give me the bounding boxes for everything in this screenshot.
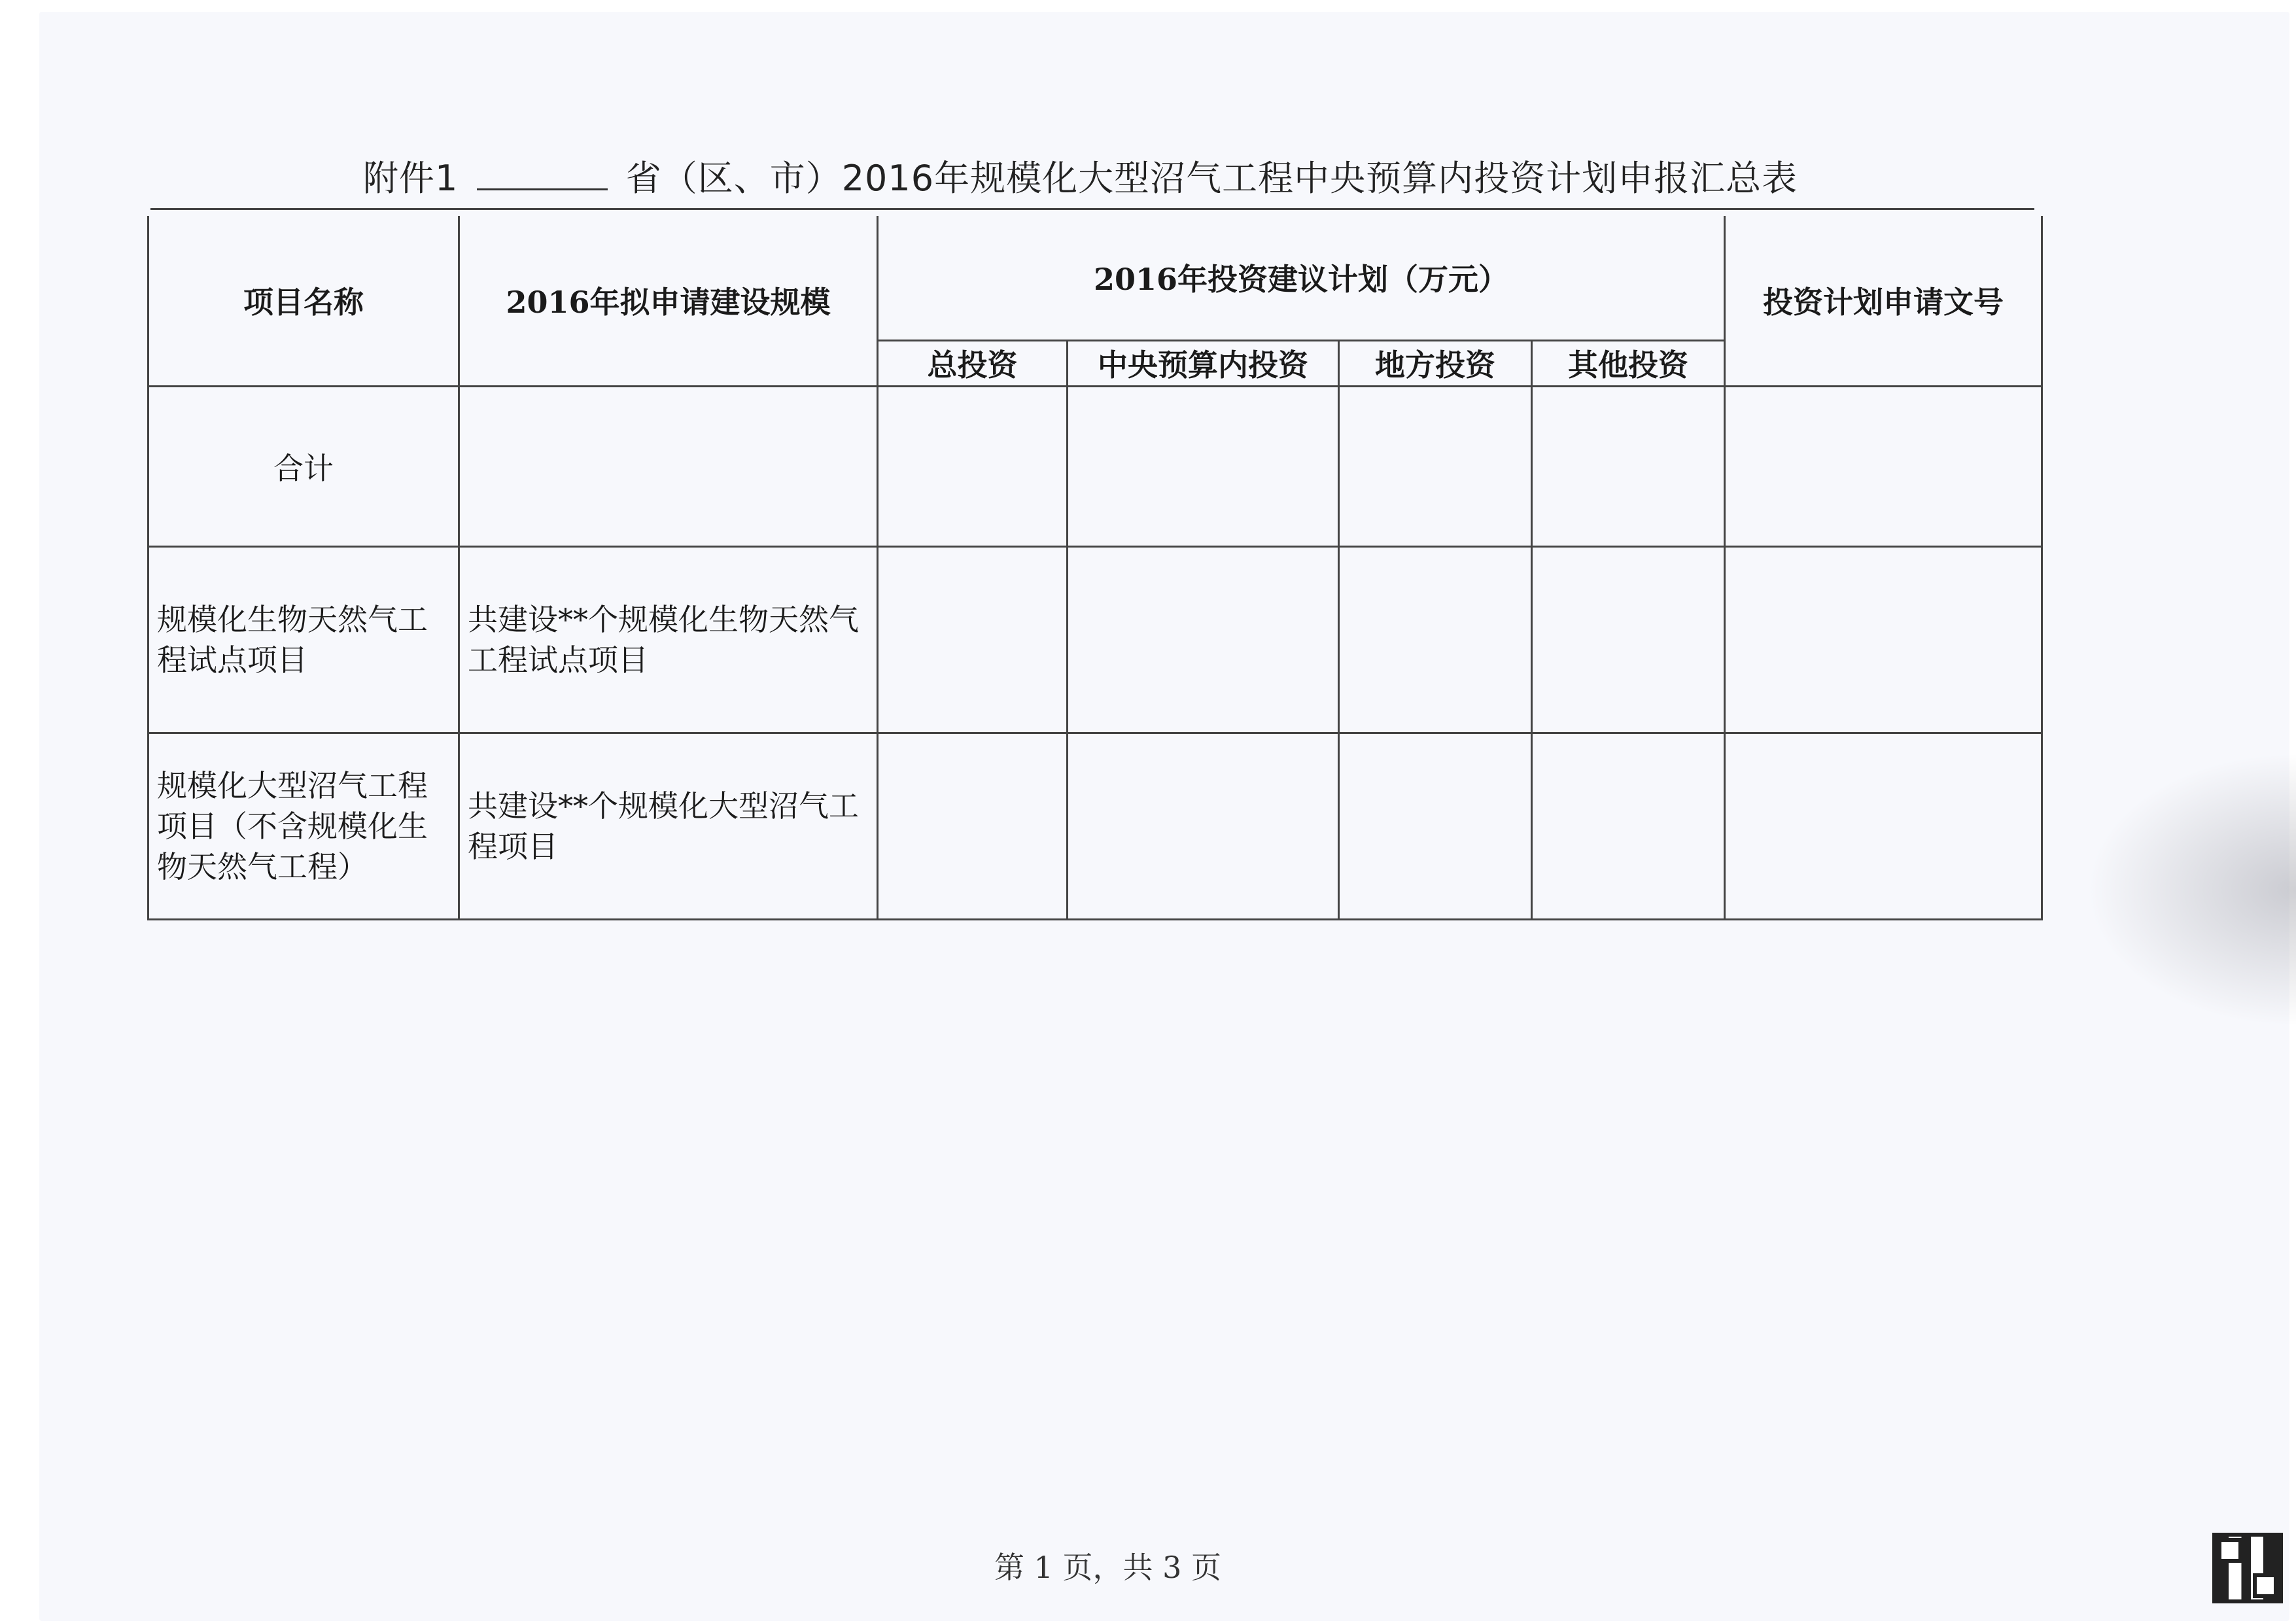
qr-code-icon xyxy=(2212,1533,2283,1603)
cell-total-investment xyxy=(878,546,1068,733)
cell-doc-number xyxy=(1725,386,2042,546)
summary-table xyxy=(147,216,2043,920)
cell-total-investment xyxy=(878,733,1068,919)
header-other-investment: 其他投资 xyxy=(1532,340,1725,386)
cell-other-investment xyxy=(1532,546,1725,733)
document-title xyxy=(363,150,1798,201)
cell-local-investment xyxy=(1339,386,1532,546)
row-scale-large-biogas: 共建设**个规模化大型沼气工程项目 xyxy=(459,733,878,919)
cell-other-investment xyxy=(1532,733,1725,919)
header-scale: 2016年拟申请建设规模 xyxy=(459,216,878,386)
province-blank-field xyxy=(477,162,608,190)
row-scale-biogas-pilot: 共建设**个规模化生物天然气工程试点项目 xyxy=(459,546,878,733)
page-number: 第 1 页，共 3 页 xyxy=(994,1550,1222,1585)
title-rule xyxy=(150,208,2034,210)
row-name-large-biogas: 规模化大型沼气工程项目（不含规模化生物天然气工程） xyxy=(148,733,459,919)
title-text: 省（区、市）2016年规模化大型沼气工程中央预算内投资计划申报汇总表 xyxy=(625,158,1798,199)
cell-local-investment xyxy=(1339,733,1532,919)
cell-total-investment xyxy=(878,386,1068,546)
row-scale-total xyxy=(459,386,878,546)
cell-central-investment xyxy=(1068,733,1339,919)
row-name-total: 合计 xyxy=(148,386,459,546)
header-row xyxy=(148,216,2042,340)
header-central-investment: 中央预算内投资 xyxy=(1068,340,1339,386)
cell-central-investment xyxy=(1068,386,1339,546)
table-row-large-biogas xyxy=(148,733,2042,919)
header-doc-number: 投资计划申请文号 xyxy=(1725,216,2042,386)
row-name-biogas-pilot: 规模化生物天然气工程试点项目 xyxy=(148,546,459,733)
cell-doc-number xyxy=(1725,546,2042,733)
scan-shadow xyxy=(2087,752,2296,1027)
header-local-investment: 地方投资 xyxy=(1339,340,1532,386)
header-plan-group: 2016年投资建议计划（万元） xyxy=(878,216,1725,340)
table-row-total xyxy=(148,386,2042,546)
header-total-investment: 总投资 xyxy=(878,340,1068,386)
cell-central-investment xyxy=(1068,546,1339,733)
cell-other-investment xyxy=(1532,386,1725,546)
header-project-name: 项目名称 xyxy=(148,216,459,386)
attachment-label: 附件1 xyxy=(363,158,459,199)
cell-doc-number xyxy=(1725,733,2042,919)
table-row-biogas-pilot xyxy=(148,546,2042,733)
cell-local-investment xyxy=(1339,546,1532,733)
